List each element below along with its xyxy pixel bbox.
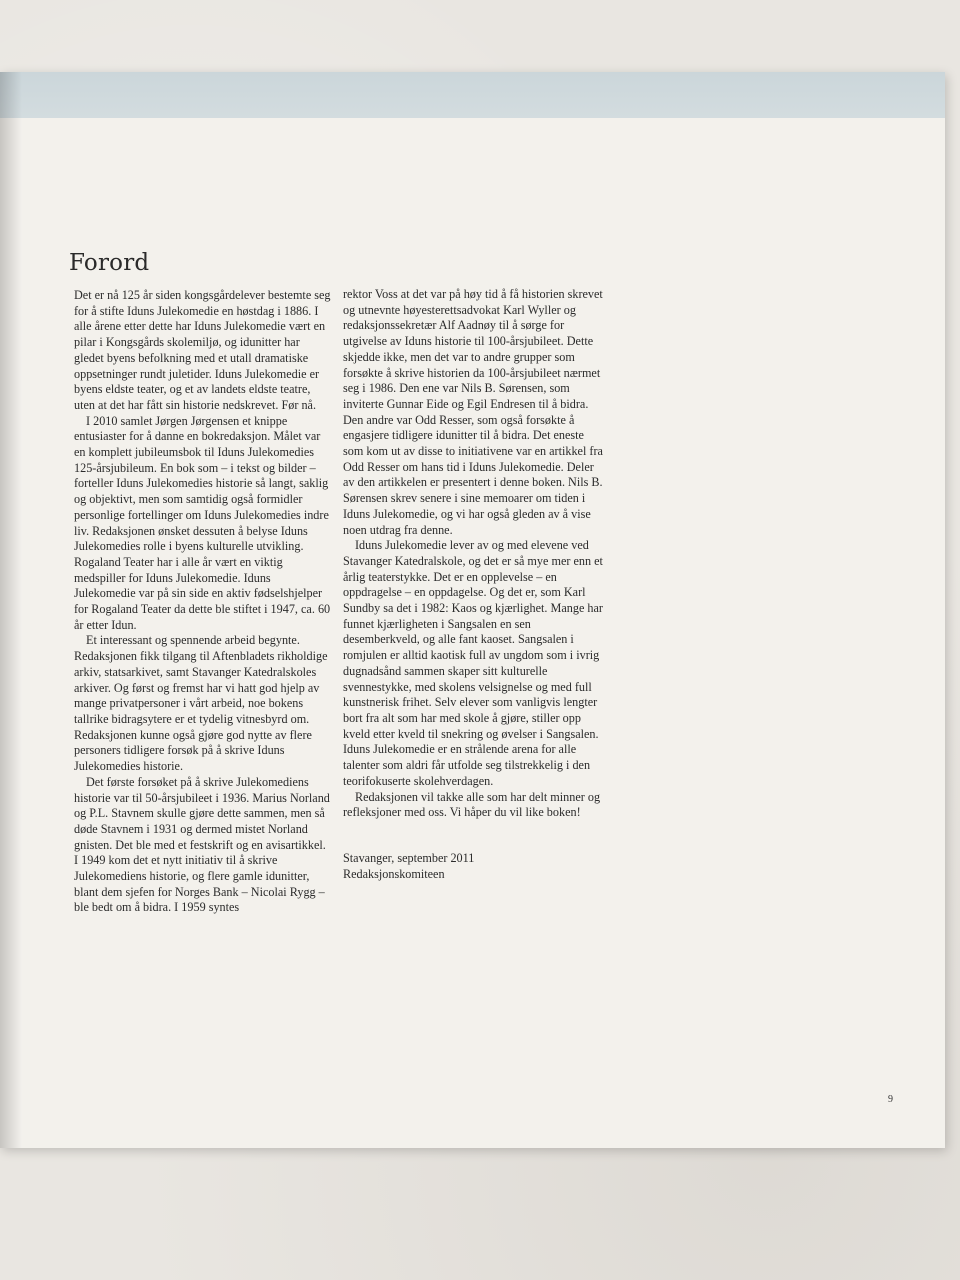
paragraph: Iduns Julekomedie lever av og med elevene ved Stavanger Katedralskole, og det er så mye mer enn et årlig teaterstykke. Det er en opplevelse – en oppdragelse – en oppdagelse. Og det er, som Karl Sundby sa det i 1982: Kaos og kjærlighet. Mange har funnet kjærligheten i Sangsalen en sen desemberkveld, og alle fant kaoset. Sangsalen i romjulen er alltid kaotisk full av ungdom som i ivrig dugnadsånd sammen skaper sitt kulturelle svennestykke, med skolens velsignelse og med full kunstnerisk frihet. Selv elever som vanligvis lengter bort fra alt som har med skole å gjøre, stiller opp kveld etter kveld til snekring og øvelser i Sangsalen. Iduns Julekomedie er en strålende arena for alle talenter som aldri får utfolde seg tilstrekkelig i den teorifokuserte skolehverdagen. [343,538,603,788]
signoff-place-date: Stavanger, september 2011 [343,850,475,865]
paragraph: Et interessant og spennende arbeid begynte. Redaksjonen fikk tilgang til Aftenbladets rikholdige arkiv, statsarkivet, samt Stavanger Katedralskoles arkiver. Og først og fremst har vi hatt god hjelp av mange privatpersoner i vårt arbeid, noe bokens tallrike bidragsytere er et tydelig vitnesbyrd om. Redaksjonen kunne også gjøre god nytte av flere personers tidligere forsøk på å skrive Iduns Julekomedies historie. [74,633,328,774]
paragraph: rektor Voss at det var på høy tid å få historien skrevet og utnevnte høyesterettsadvokat Karl Wyller og redaksjonssekretær Alf Aadnøy til å sørge for utgivelse av Iduns historie til 100-årsjubileet. Dette skjedde ikke, men det var to andre grupper som forsøkte å skrive historien da 100-årsjubileet nærmet seg i 1986. Den ene var Nils B. Sørensen, som inviterte Gunnar Eide og Egil Endresen til å bidra. Den andre var Odd Resser, som også forsøkte å engasjere tidligere idunitter til å bidra. Det eneste som kom ut av disse to initiativene var en artikkel fra Odd Resser om hans tid i Iduns Julekomedie. Deler av den artikkelen er presentert i denne boken. Nils B. Sørensen skrev senere i sine memoarer om tiden i Iduns Julekomedie, og vi har også gleden av å vise noen utdrag fra denne. [343,287,603,537]
right-column [343,287,605,882]
header-band [0,72,945,118]
paragraph: Redaksjonen vil takke alle som har delt minner og refleksjoner med oss. Vi håper du vil like boken! [343,789,601,820]
signoff-name: Redaksjonskomiteen [343,866,445,881]
signoff [343,851,605,882]
left-column [74,288,332,916]
paragraph: I 2010 samlet Jørgen Jørgensen et knippe entusiaster for å danne en bokredaksjon. Målet var en komplett jubileumsbok til Iduns Julekomedies 125-årsjubileum. En bok som – i tekst og bilder – forteller Iduns Julekomedies historie så langt, saklig og objektivt, men som samtidig også formidler personlige fortellinger om Iduns Julekomedies indre liv. Redaksjonen ønsket dessuten å belyse Iduns Julekomedies rolle i byens kulturelle utvikling. Rogaland Teater har i alle år vært en viktig medspiller for Iduns Julekomedie. Iduns Julekomedie var på sin side en aktiv fødselshjelper for Rogaland Teater da dette ble stiftet i 1947, ca. 60 år etter Idun. [74,413,331,632]
paragraph: Det første forsøket på å skrive Julekomediens historie var til 50-årsjubileet i 1936. Marius Norland og P.L. Stavnem skulle gjøre dette sammen, men så døde Stavnem i 1931 og dermed mistet Norland gnisten. Det ble med et festskrift og en avisartikkel. I 1949 kom det et nytt initiativ til å skrive Julekomediens historie, og flere gamle idunitter, blant dem sjefen for Norges Bank – Nicolai Rygg – ble bedt om å bidra. I 1959 syntes [74,774,330,915]
page-title: Forord [69,250,150,276]
page-number: 9 [888,1094,893,1105]
book-page [0,72,945,1148]
paragraph: Det er nå 125 år siden kongsgårdelever bestemte seg for å stifte Iduns Julekomedie en høstdag i 1886. I alle årene etter dette har Iduns Julekomedie vært en pilar i Kongsgårds skolemiljø, og idunitter har gledet byens befolkning med et utall dramatiske oppsetninger rundt juletider. Iduns Julekomedie er byens eldste teater, og et av landets eldste teatre, uten at det har fått sin historie nedskrevet. Før nå. [74,288,331,412]
page-spine-shadow [0,72,22,1148]
